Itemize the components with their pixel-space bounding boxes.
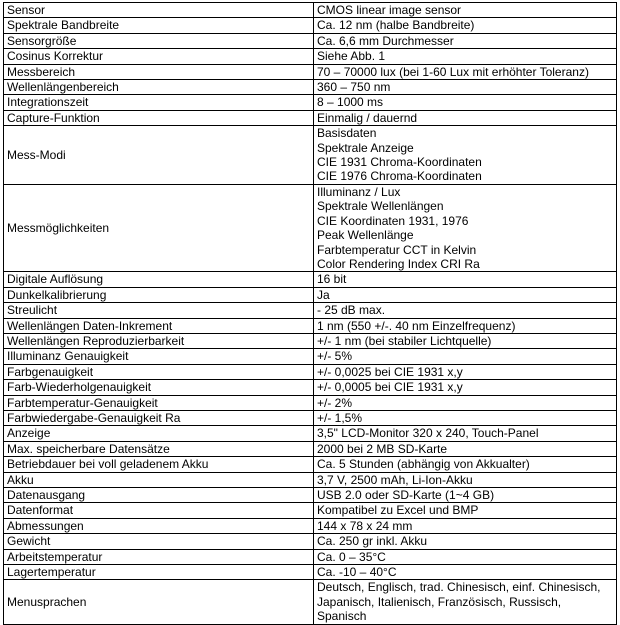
spec-value-line: Basisdaten bbox=[317, 126, 377, 141]
spec-value bbox=[314, 457, 617, 472]
table-row-gewicht bbox=[4, 534, 617, 549]
table-row-wellenlaengen-daten-inkrement bbox=[4, 318, 617, 333]
spec-label: Wellenlängenbereich bbox=[4, 80, 314, 95]
spec-value bbox=[314, 64, 617, 79]
spec-label: Max. speicherbare Datensätze bbox=[4, 441, 314, 456]
table-row-wellenlaengen-reproduzierbarkeit bbox=[4, 333, 617, 348]
spec-value bbox=[314, 549, 617, 564]
spec-value bbox=[314, 184, 617, 271]
table-row-abmessungen bbox=[4, 518, 617, 533]
spec-label: Datenformat bbox=[4, 503, 314, 518]
table-row-menusprachen bbox=[4, 580, 617, 624]
table-row-integrationszeit bbox=[4, 95, 617, 110]
spec-value-line: CMOS linear image sensor bbox=[317, 3, 462, 17]
table-row-max-speicherbare-datensaetze bbox=[4, 441, 617, 456]
spec-value bbox=[314, 488, 617, 503]
spec-label: Mess-Modi bbox=[4, 126, 314, 185]
spec-value bbox=[314, 565, 617, 580]
spec-value-line: Ca. -10 – 40°C bbox=[317, 565, 397, 580]
spec-value-line: Ca. 6,6 mm Durchmesser bbox=[317, 33, 454, 48]
spec-label: Gewicht bbox=[4, 534, 314, 549]
spec-label: Spektrale Bandbreite bbox=[4, 18, 314, 33]
spec-value-line: 360 – 750 nm bbox=[317, 80, 391, 95]
spec-label: Sensor bbox=[4, 3, 314, 18]
spec-label: Wellenlängen Reproduzierbarkeit bbox=[4, 333, 314, 348]
spec-value-line: Deutsch, Englisch, trad. Chinesisch, einf. Chinesisch, Japanisch, Italienisch, Französisch, Russisch, Spanisch bbox=[317, 580, 601, 624]
spec-value bbox=[314, 426, 617, 441]
spec-value bbox=[314, 287, 617, 302]
table-row-farbgenauigkeit bbox=[4, 364, 617, 379]
spec-value-line: Ja bbox=[317, 287, 330, 302]
spec-value-line: Illuminanz / Lux bbox=[317, 184, 401, 199]
table-row-farb-wiederholgenauigkeit bbox=[4, 380, 617, 395]
table-row-messmoeglichkeiten bbox=[4, 184, 617, 271]
spec-value-line: Ca. 12 nm (halbe Bandbreite) bbox=[317, 18, 475, 33]
table-row-sensor bbox=[4, 3, 617, 18]
spec-value bbox=[314, 80, 617, 95]
table-row-akku bbox=[4, 472, 617, 487]
table-row-datenformat bbox=[4, 503, 617, 518]
spec-value-line: CIE Koordinaten 1931, 1976 bbox=[317, 213, 469, 228]
spec-value-line: +/- 0,0025 bei CIE 1931 x,y bbox=[317, 364, 463, 379]
spec-label: Dunkelkalibrierung bbox=[4, 287, 314, 302]
table-row-capture-funktion bbox=[4, 110, 617, 125]
spec-value-line: Spektrale Anzeige bbox=[317, 140, 414, 155]
table-row-streulicht bbox=[4, 303, 617, 318]
spec-label: Cosinus Korrektur bbox=[4, 49, 314, 64]
spec-label: Sensorgröße bbox=[4, 33, 314, 48]
table-row-digitale-aufloesung bbox=[4, 272, 617, 287]
spec-value bbox=[314, 303, 617, 318]
spec-value-line: USB 2.0 oder SD-Karte (1~4 GB) bbox=[317, 488, 495, 502]
table-row-lagertemperatur bbox=[4, 565, 617, 580]
table-row-illuminanz-genauigkeit bbox=[4, 349, 617, 364]
spec-value-line: 70 – 70000 lux (bei 1-60 Lux mit erhöhter Toleranz) bbox=[317, 64, 589, 79]
spec-value-line: Einmalig / dauernd bbox=[317, 110, 418, 125]
spec-label: Wellenlängen Daten-Inkrement bbox=[4, 318, 314, 333]
spec-value-line: 3,5" LCD-Monitor 320 x 240, Touch-Panel bbox=[317, 426, 539, 441]
spec-label: Menusprachen bbox=[4, 580, 314, 624]
table-row-mess-modi bbox=[4, 126, 617, 185]
table-row-datenausgang bbox=[4, 488, 617, 503]
spec-value bbox=[314, 503, 617, 518]
spec-label: Betriebdauer bei voll geladenem Akku bbox=[4, 457, 314, 472]
spec-value-line: 3,7 V, 2500 mAh, Li-Ion-Akku bbox=[317, 472, 473, 487]
spec-value bbox=[314, 126, 617, 185]
table-row-farbtemperatur-genauigkeit bbox=[4, 395, 617, 410]
spec-value bbox=[314, 3, 617, 18]
table-row-arbeitstemperatur bbox=[4, 549, 617, 564]
spec-label: Datenausgang bbox=[4, 488, 314, 503]
table-row-spektrale-bandbreite bbox=[4, 18, 617, 33]
spec-value-line: Spektrale Wellenlängen bbox=[317, 199, 444, 214]
spec-value bbox=[314, 518, 617, 533]
spec-value-line: CIE 1976 Chroma-Koordinaten bbox=[317, 169, 482, 184]
spec-value bbox=[314, 441, 617, 456]
spec-label: Messbereich bbox=[4, 64, 314, 79]
spec-value-line: 144 x 78 x 24 mm bbox=[317, 518, 413, 533]
spec-value bbox=[314, 349, 617, 364]
spec-label: Lagertemperatur bbox=[4, 565, 314, 580]
table-row-cosinus-korrektur bbox=[4, 49, 617, 64]
spec-label: Illuminanz Genauigkeit bbox=[4, 349, 314, 364]
table-row-dunkelkalibrierung bbox=[4, 287, 617, 302]
spec-label: Capture-Funktion bbox=[4, 110, 314, 125]
table-row-sensorgroesse bbox=[4, 33, 617, 48]
spec-value-line: Ca. 250 gr inkl. Akku bbox=[317, 534, 428, 549]
spec-value-line: 1 nm (550 +/-. 40 nm Einzelfrequenz) bbox=[317, 318, 516, 333]
spec-value-line: Farbtemperatur CCT in Kelvin bbox=[317, 242, 477, 257]
spec-value bbox=[314, 18, 617, 33]
spec-value-line: Ca. 0 – 35°C bbox=[317, 549, 386, 564]
spec-value-line: 16 bit bbox=[317, 272, 347, 287]
spec-value-line: +/- 1,5% bbox=[317, 410, 363, 425]
spec-value-line: Siehe Abb. 1 bbox=[317, 49, 386, 64]
spec-value bbox=[314, 534, 617, 549]
spec-value bbox=[314, 318, 617, 333]
spec-value-line: Peak Wellenlänge bbox=[317, 228, 414, 243]
spec-value bbox=[314, 395, 617, 410]
spec-value-line: Color Rendering Index CRI Ra bbox=[317, 256, 480, 271]
spec-value bbox=[314, 580, 617, 624]
table-row-messbereich bbox=[4, 64, 617, 79]
spec-label: Messmöglichkeiten bbox=[4, 184, 314, 271]
spec-value bbox=[314, 272, 617, 287]
spec-value bbox=[314, 110, 617, 125]
spec-value bbox=[314, 49, 617, 64]
spec-label: Integrationszeit bbox=[4, 95, 314, 110]
spec-label: Farbwiedergabe-Genauigkeit Ra bbox=[4, 410, 314, 425]
spec-value-line: CIE 1931 Chroma-Koordinaten bbox=[317, 155, 482, 170]
spec-value-line: - 25 dB max. bbox=[317, 303, 386, 318]
spec-value-line: +/- 5% bbox=[317, 349, 353, 364]
spec-label: Akku bbox=[4, 472, 314, 487]
spec-label: Farbtemperatur-Genauigkeit bbox=[4, 395, 314, 410]
spec-value-line: +/- 2% bbox=[317, 395, 353, 410]
spec-value bbox=[314, 33, 617, 48]
table-row-betriebdauer-bei-voll-geladenem-akku bbox=[4, 457, 617, 472]
spec-value-line: +/- 1 nm (bei stabiler Lichtquelle) bbox=[317, 333, 492, 348]
spec-label: Farb-Wiederholgenauigkeit bbox=[4, 380, 314, 395]
spec-value-line: Ca. 5 Stunden (abhängig von Akkualter) bbox=[317, 457, 530, 472]
spec-value-line: 8 – 1000 ms bbox=[317, 95, 384, 110]
spec-label: Farbgenauigkeit bbox=[4, 364, 314, 379]
spec-label: Anzeige bbox=[4, 426, 314, 441]
spec-table-body bbox=[4, 3, 617, 625]
spec-label: Abmessungen bbox=[4, 518, 314, 533]
table-row-wellenlaengenbereich bbox=[4, 80, 617, 95]
spec-value bbox=[314, 333, 617, 348]
spec-value bbox=[314, 380, 617, 395]
spec-value-line: 2000 bei 2 MB SD-Karte bbox=[317, 441, 448, 456]
spec-value-line: +/- 0,0005 bei CIE 1931 x,y bbox=[317, 380, 463, 395]
spec-label: Digitale Auflösung bbox=[4, 272, 314, 287]
table-row-anzeige bbox=[4, 426, 617, 441]
spec-label: Streulicht bbox=[4, 303, 314, 318]
spec-value bbox=[314, 472, 617, 487]
spec-table bbox=[3, 2, 617, 625]
spec-value bbox=[314, 95, 617, 110]
spec-value-line: Kompatibel zu Excel und BMP bbox=[317, 503, 479, 518]
table-row-farbwiedergabe-genauigkeit-ra bbox=[4, 410, 617, 425]
spec-value bbox=[314, 364, 617, 379]
spec-value bbox=[314, 410, 617, 425]
spec-label: Arbeitstemperatur bbox=[4, 549, 314, 564]
